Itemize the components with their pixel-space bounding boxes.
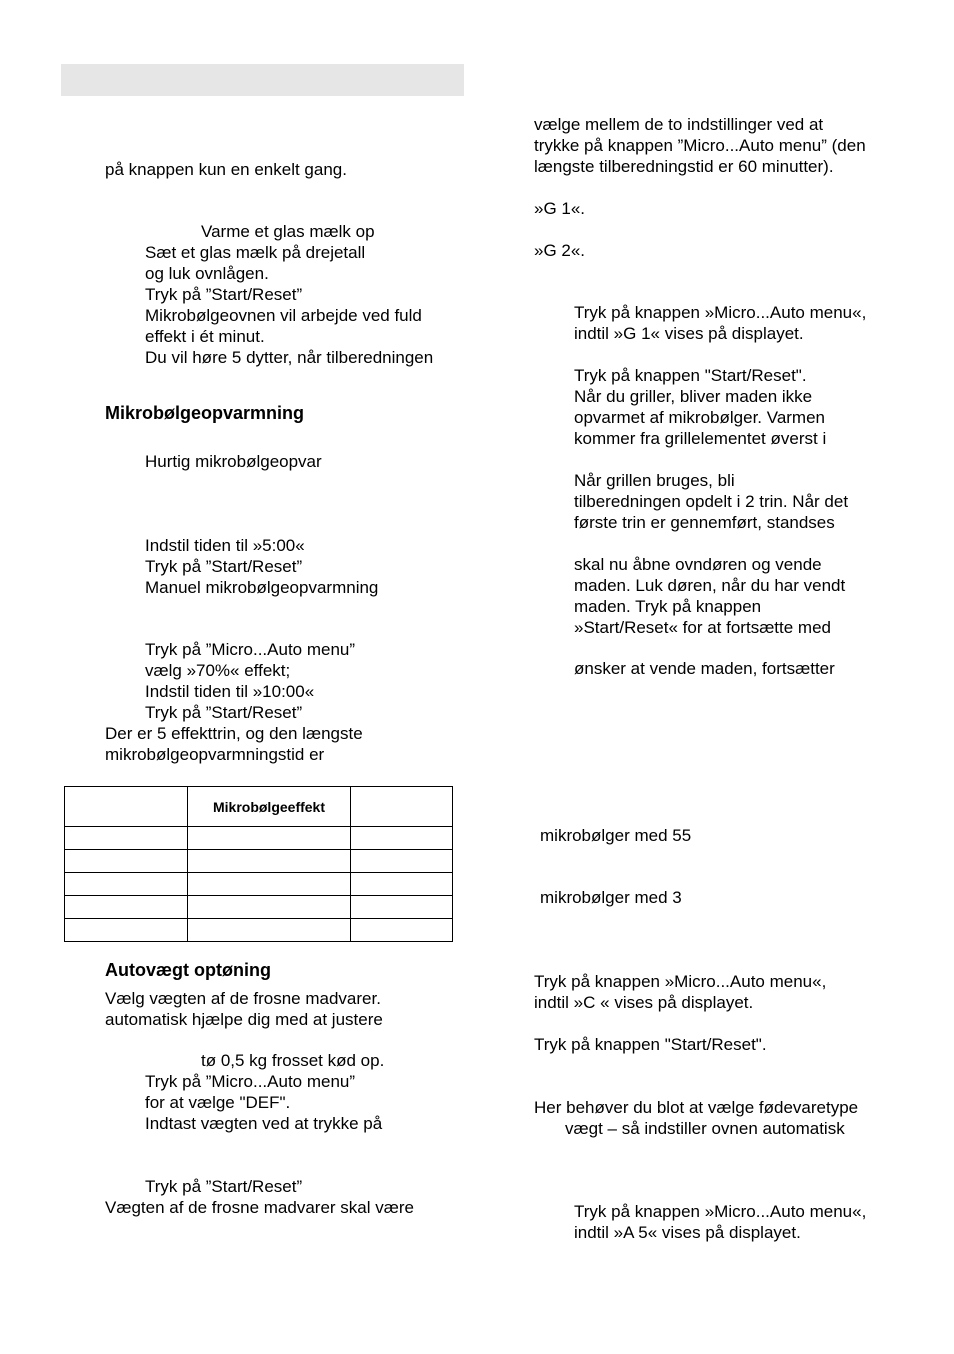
table-cell xyxy=(351,896,453,919)
table-cell xyxy=(351,919,453,942)
table-row xyxy=(65,827,453,850)
text-line: vælg »70%« effekt; xyxy=(145,661,291,680)
table-row xyxy=(65,873,453,896)
text-line: Manuel mikrobølgeopvarmning xyxy=(145,578,379,597)
text-line: »Start/Reset« for at fortsætte med xyxy=(574,618,832,637)
table-cell xyxy=(351,787,453,827)
example-title: Varme et glas mælk op xyxy=(201,222,375,241)
table-cell xyxy=(65,896,188,919)
power-level-table xyxy=(64,786,453,942)
section-heading-microwave: Mikrobølgeopvarmning xyxy=(105,403,305,423)
table-header-power: Mikrobølgeeffekt xyxy=(188,787,351,827)
text-line: Tryk på ”Micro...Auto menu” xyxy=(145,640,356,659)
text-line: Her behøver du blot at vælge fødevaretype xyxy=(534,1098,859,1117)
text-line: og luk ovnlågen. xyxy=(145,264,269,283)
text-line: vægt – så indstiller ovnen automatisk xyxy=(565,1119,845,1138)
text-line: Hurtig mikrobølgeopvar xyxy=(145,452,322,471)
text-line: tilberedningen opdelt i 2 trin. Når det xyxy=(574,492,849,511)
text-line: længste tilberedningstid er 60 minutter). xyxy=(534,157,834,176)
table-cell xyxy=(65,827,188,850)
text-line: maden. Tryk på knappen xyxy=(574,597,762,616)
text-line: Tryk på ”Start/Reset” xyxy=(145,557,303,576)
table-cell xyxy=(351,850,453,873)
table-row xyxy=(65,896,453,919)
text-line: trykke på knappen ”Micro...Auto menu” (den xyxy=(534,136,866,155)
text-line: Tryk på ”Start/Reset” xyxy=(145,1177,303,1196)
text-line: Tryk på ”Start/Reset” xyxy=(145,285,303,304)
table-cell xyxy=(65,873,188,896)
table-cell xyxy=(188,873,351,896)
text-line: »G 2«. xyxy=(534,241,586,260)
header-band xyxy=(61,64,464,96)
text-line: effekt i ét minut. xyxy=(145,327,265,346)
text-line: mikrobølgeopvarmningstid er xyxy=(105,745,325,764)
table-cell xyxy=(351,827,453,850)
text-line: for at vælge "DEF". xyxy=(145,1093,291,1112)
table-cell xyxy=(188,919,351,942)
text-line: Når grillen bruges, bli xyxy=(574,471,735,490)
text-line: Indtast vægten ved at trykke på xyxy=(145,1114,383,1133)
table-cell xyxy=(65,850,188,873)
text-line: opvarmet af mikrobølger. Varmen xyxy=(574,408,825,427)
text-line: kommer fra grillelementet øverst i xyxy=(574,429,827,448)
text-line: mikrobølger med 3 xyxy=(540,888,682,907)
table-header-row xyxy=(65,787,453,827)
table-cell xyxy=(188,850,351,873)
text-line: mikrobølger med 55 xyxy=(540,826,692,845)
text-line: ønsker at vende maden, fortsætter xyxy=(574,659,835,678)
table-row xyxy=(65,919,453,942)
text-line: vælge mellem de to indstillinger ved at xyxy=(534,115,824,134)
text-line: Når du griller, bliver maden ikke xyxy=(574,387,813,406)
text-line: skal nu åbne ovndøren og vende xyxy=(574,555,822,574)
text-line: indtil »C « vises på displayet. xyxy=(534,993,754,1012)
text-line: Vælg vægten af de frosne madvarer. xyxy=(105,989,381,1008)
text-line: Tryk på knappen »Micro...Auto menu«, xyxy=(574,303,867,322)
text-line: Indstil tiden til »5:00« xyxy=(145,536,305,555)
text-line: Tryk på knappen "Start/Reset". xyxy=(574,366,807,385)
text-line: Tryk på ”Start/Reset” xyxy=(145,703,303,722)
text-line: »G 1«. xyxy=(534,199,586,218)
table-cell xyxy=(65,787,188,827)
text-line: Indstil tiden til »10:00« xyxy=(145,682,315,701)
text-line: Sæt et glas mælk på drejetall xyxy=(145,243,366,262)
text-line: Mikrobølgeovnen vil arbejde ved fuld xyxy=(145,306,422,325)
text-line: Der er 5 effekttrin, og den længste xyxy=(105,724,363,743)
text-line: maden. Luk døren, når du har vendt xyxy=(574,576,846,595)
text-line: automatisk hjælpe dig med at justere xyxy=(105,1010,383,1029)
text-line: indtil »A 5« vises på displayet. xyxy=(574,1223,801,1242)
text-line: indtil »G 1« vises på displayet. xyxy=(574,324,804,343)
text-line: Tryk på ”Micro...Auto menu” xyxy=(145,1072,356,1091)
text-line: Du vil høre 5 dytter, når tilberedningen xyxy=(145,348,434,367)
text-line: Tryk på knappen »Micro...Auto menu«, xyxy=(574,1202,867,1221)
table-cell xyxy=(188,827,351,850)
text-line: første trin er gennemført, standses xyxy=(574,513,835,532)
text-line: Tryk på knappen »Micro...Auto menu«, xyxy=(534,972,827,991)
text-line: Vægten af de frosne madvarer skal være xyxy=(105,1198,414,1217)
table-cell xyxy=(351,873,453,896)
table-cell xyxy=(188,896,351,919)
table-row xyxy=(65,850,453,873)
section-heading-defrost: Autovægt optøning xyxy=(105,960,271,980)
table-cell xyxy=(65,919,188,942)
text-line: på knappen kun en enkelt gang. xyxy=(105,160,347,179)
text-line: Tryk på knappen "Start/Reset". xyxy=(534,1035,767,1054)
example-title: tø 0,5 kg frosset kød op. xyxy=(201,1051,385,1070)
